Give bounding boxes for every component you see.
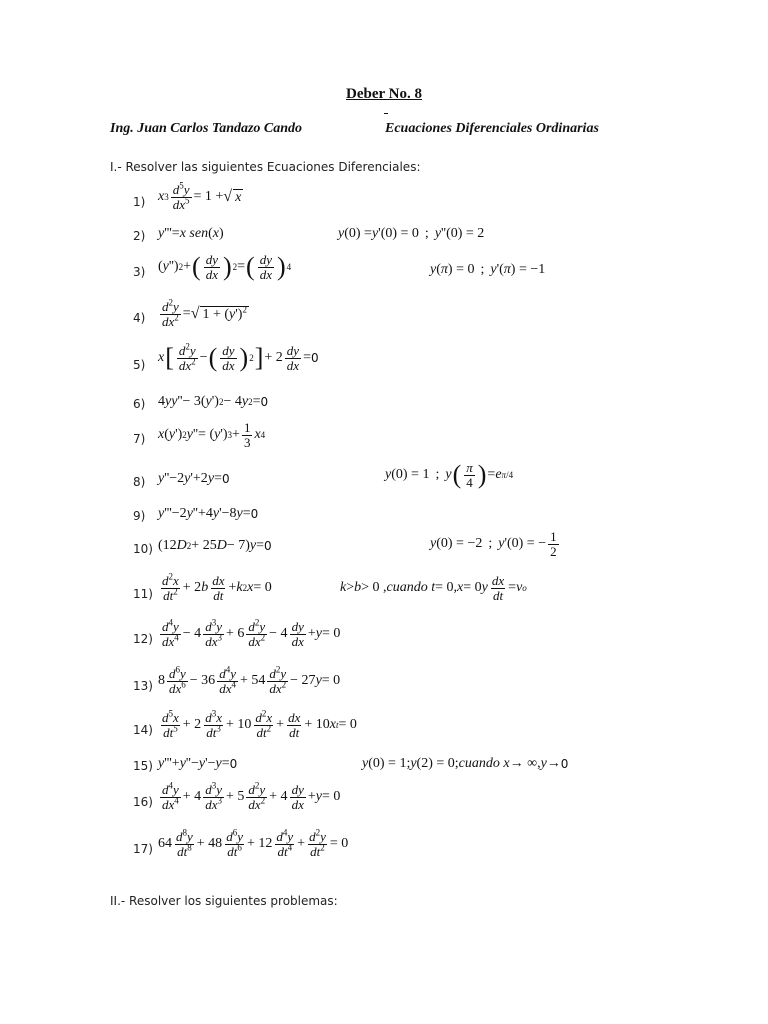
section-1-heading: I.- Resolver las siguientes Ecuaciones Diferenciales:	[110, 160, 421, 174]
equation-10: (12 D 2 + 25 D − 7) y = 0	[158, 538, 272, 553]
equation-8: y ''−2 y '+2 y = 0	[158, 471, 230, 486]
item-number: 10)	[133, 542, 153, 556]
condition-11: k > b > 0 , cuando t = 0, x = 0 y $\frac{dx}{dt}$ = v o	[340, 573, 527, 603]
equation-5: x [ $\frac{d^2y}{dx^2}$ − ( $\frac{dy}{dx}$ ) 2 ] + 2 $\frac{dy}{dx}$ = 0	[158, 341, 319, 373]
condition-10: y (0) = −2 ; y '(0) = − $\frac{1}{2}$	[430, 529, 557, 559]
equation-7: x ( y ') 2 y ''= ( y ') 3 + $\frac{1}{3}$ x 4	[158, 420, 266, 450]
condition-3: y ( π ) = 0 ; y '( π ) = −1	[430, 262, 546, 277]
item-number: 14)	[133, 723, 153, 737]
condition-2: y (0) = y '(0) = 0 ; y ''(0) = 2	[338, 226, 485, 241]
item-number: 3)	[133, 265, 146, 279]
equation-6: 4 yy ''− 3( y ') 2 − 4 y 2 = 0	[158, 394, 269, 409]
condition-8: y (0) = 1 ; y ( $\frac{\pi}{4}$ ) = e π/4	[385, 460, 514, 490]
item-number: 8)	[133, 475, 146, 489]
author-name: Ing. Juan Carlos Tandazo Cando	[110, 121, 303, 136]
equation-11: $\frac{d^2x}{dt^2}$ + 2 b $\frac{dx}{dt}$ + k 2 x = 0	[162, 571, 272, 603]
equation-16: $\frac{d^4y}{dx^4}$ + 4 $\frac{d^3y}{dx^3}$ + 5 $\frac{d^2y}{dx^2}$ + 4 $\frac{dy}{dx}$ + y = 0	[162, 780, 341, 812]
equation-4: $\frac{d^2y}{dx^2}$ = √ $1 + (y')^2$	[162, 297, 247, 329]
item-number: 2)	[133, 229, 146, 243]
item-number: 13)	[133, 679, 153, 693]
item-number: 1)	[133, 195, 146, 209]
equation-14: $\frac{d^5x}{dt^5}$ + 2 $\frac{d^3x}{dt^3}$ + 10 $\frac{d^2x}{dt^2}$ + $\frac{dx}{dt}$ + 10 x t = 0	[162, 708, 357, 740]
equation-12: $\frac{d^4y}{dx^4}$ − 4 $\frac{d^3y}{dx^3}$ + 6 $\frac{d^2y}{dx^2}$ − 4 $\frac{dy}{dx}$ + y = 0	[162, 617, 341, 649]
item-number: 16)	[133, 795, 153, 809]
course-name: Ecuaciones Diferenciales Ordinarias	[385, 121, 599, 136]
item-number: 15)	[133, 759, 153, 773]
equation-1: x 3 $\frac{d^5y}{dx^5}$ = 1 + √ x	[158, 180, 242, 212]
equation-2: y '''= x sen ( x )	[158, 226, 224, 241]
item-number: 12)	[133, 632, 153, 646]
equation-9: y '''−2 y ''+4 y '−8 y = 0	[158, 506, 259, 521]
document-title: Deber No. 8	[346, 86, 422, 102]
equation-17: 64 $\frac{d^8y}{dt^8}$ + 48 $\frac{d^6y}{dt^6}$ + 12 $\frac{d^4y}{dt^4}$ + $\frac{d^2y}{dt^2}$ = 0	[158, 827, 349, 859]
item-number: 7)	[133, 432, 146, 446]
item-number: 4)	[133, 311, 146, 325]
item-number: 17)	[133, 842, 153, 856]
equation-13: 8 $\frac{d^6y}{dx^6}$ − 36 $\frac{d^4y}{dx^4}$ + 54 $\frac{d^2y}{dx^2}$ − 27 y = 0	[158, 664, 341, 696]
item-number: 6)	[133, 397, 146, 411]
item-number: 9)	[133, 509, 146, 523]
underline-mark	[384, 113, 388, 114]
section-2-heading: II.- Resolver los siguientes problemas:	[110, 894, 338, 908]
item-number: 5)	[133, 358, 146, 372]
condition-15: y (0) = 1; y (2) = 0; cuando x → ∞, y → 0	[362, 756, 569, 771]
equation-3: ( y '') 2 + ( $\frac{dy}{dx}$ ) 2 = ( $\frac{dy}{dx}$ ) 4	[158, 252, 292, 282]
equation-15: y '''+ y ''− y '− y = 0	[158, 756, 238, 771]
item-number: 11)	[133, 587, 153, 601]
